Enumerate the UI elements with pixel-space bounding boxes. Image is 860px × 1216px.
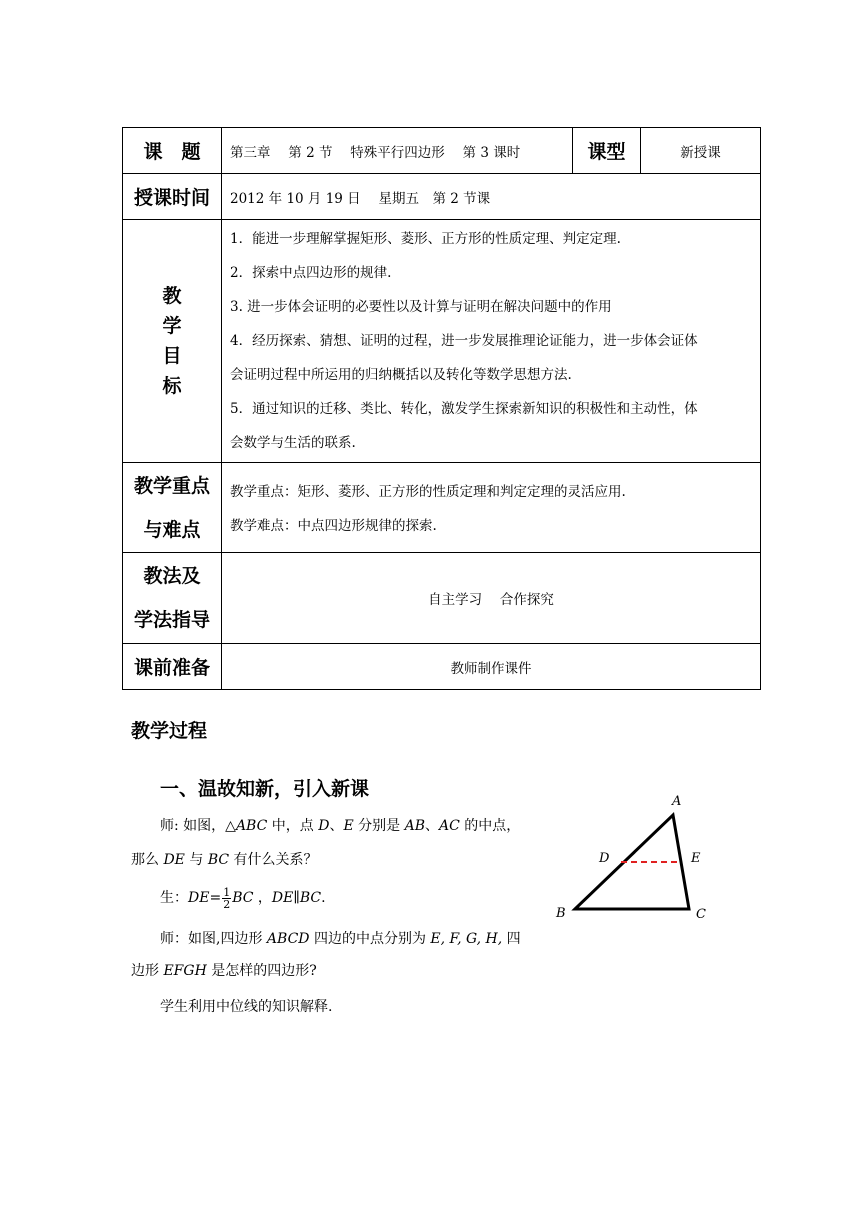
key-points-label-line: 教学重点 — [133, 474, 210, 497]
text: D — [318, 818, 330, 834]
teacher-question-line1 — [160, 816, 520, 836]
goal-line: 会证明过程中所运用的归纳概括以及转化等数学思想方法. — [230, 367, 572, 383]
topic-value: 第三章 第 2 节 特殊平行四边形 第 3 课时 — [222, 128, 573, 174]
topic-label: 课 题 — [123, 128, 222, 174]
text: 边形 — [131, 963, 164, 979]
teacher-question2-line1 — [160, 929, 521, 949]
key-points-label-line: 与难点 — [143, 518, 201, 541]
goal-line: 2．探索中点四边形的规律. — [230, 265, 392, 281]
fraction-one-half — [222, 887, 231, 910]
lesson-type-label: 课型 — [573, 128, 641, 174]
lesson-plan-table — [122, 127, 761, 690]
goals-label-char: 标 — [162, 375, 182, 397]
goal-line: 1．能进一步理解掌握矩形、菱形、正方形的性质定理、判定定理. — [230, 231, 621, 247]
teacher-question2-line2 — [131, 961, 317, 981]
text: 有什么关系？ — [229, 852, 318, 868]
text: DE — [163, 852, 185, 868]
numerator: 1 — [223, 885, 231, 899]
student-answer — [160, 881, 326, 915]
text: 四 — [502, 931, 521, 947]
text: DE∥BC — [271, 890, 322, 906]
triangle-figure — [540, 785, 730, 925]
prep-label: 课前准备 — [123, 644, 222, 690]
text: BC — [232, 890, 254, 906]
process-title: 教学过程 — [131, 720, 208, 742]
goals-label-char: 学 — [162, 315, 182, 337]
text: 、 — [329, 818, 344, 834]
text: 生： — [160, 890, 188, 906]
student-explanation: 学生利用中位线的知识解释. — [160, 999, 333, 1015]
text: AB — [404, 818, 425, 834]
time-label: 授课时间 — [123, 174, 222, 220]
text: = — [209, 890, 222, 906]
text: EFGH — [163, 963, 207, 979]
text: ABC — [235, 818, 268, 834]
text: AC — [439, 818, 460, 834]
goals-list — [222, 220, 761, 463]
text: 师: 如图，△ — [160, 818, 236, 834]
time-value: 2012 年 10 月 19 日 星期五 第 2 节课 — [222, 174, 761, 220]
text: 、 — [425, 818, 439, 834]
goal-line: 3. 进一步体会证明的必要性以及计算与证明在解决问题中的作用 — [230, 299, 612, 315]
method-value: 自主学习 合作探究 — [222, 553, 761, 644]
text: DE — [188, 890, 210, 906]
text: ABCD — [266, 931, 310, 947]
text: 是怎样的四边形? — [206, 963, 317, 979]
method-label-line: 学法指导 — [133, 609, 210, 631]
text: 中，点 — [267, 818, 319, 834]
goal-line: 会数学与生活的联系. — [230, 435, 356, 451]
goal-line: 5．通过知识的迁移、类比、转化，激发学生探索新知识的积极性和主动性，体 — [230, 401, 698, 417]
text: BC — [207, 852, 230, 868]
label-e: E — [691, 851, 701, 866]
label-a: A — [672, 794, 682, 809]
prep-value: 教师制作课件 — [222, 644, 761, 690]
text: . — [321, 890, 326, 906]
text: 分别是 — [353, 818, 405, 834]
method-label-line: 教法及 — [143, 565, 201, 587]
denominator: 2 — [223, 897, 231, 911]
text: 与 — [184, 852, 208, 868]
goals-label — [123, 220, 222, 463]
text: 四边的中点分别为 — [309, 931, 431, 947]
section-title: 一、温故知新，引入新课 — [160, 778, 370, 800]
text: E — [343, 818, 354, 834]
goals-label-char: 教 — [162, 285, 182, 307]
lesson-type-value: 新授课 — [641, 128, 761, 174]
text: 那么 — [131, 852, 164, 868]
key-point-line: 教学重点：矩形、菱形、正方形的性质定理和判定定理的灵活应用. — [230, 484, 626, 500]
key-points — [222, 463, 761, 553]
label-c: C — [696, 907, 706, 922]
goals-label-char: 目 — [162, 345, 182, 367]
key-points-label — [123, 463, 222, 553]
label-b: B — [556, 906, 566, 921]
text: 师：如图,四边形 — [160, 931, 267, 947]
text: ， — [253, 890, 272, 906]
goal-line: 4．经历探索、猜想、证明的过程，进一步发展推理论证能力，进一步体会证体 — [230, 333, 698, 349]
teacher-question-line2 — [131, 850, 318, 870]
label-d: D — [599, 851, 610, 866]
method-label — [123, 553, 222, 644]
key-point-line: 教学难点：中点四边形规律的探索. — [230, 518, 437, 534]
text: E, F, G, H, — [430, 931, 503, 947]
text: 的中点， — [459, 818, 521, 834]
